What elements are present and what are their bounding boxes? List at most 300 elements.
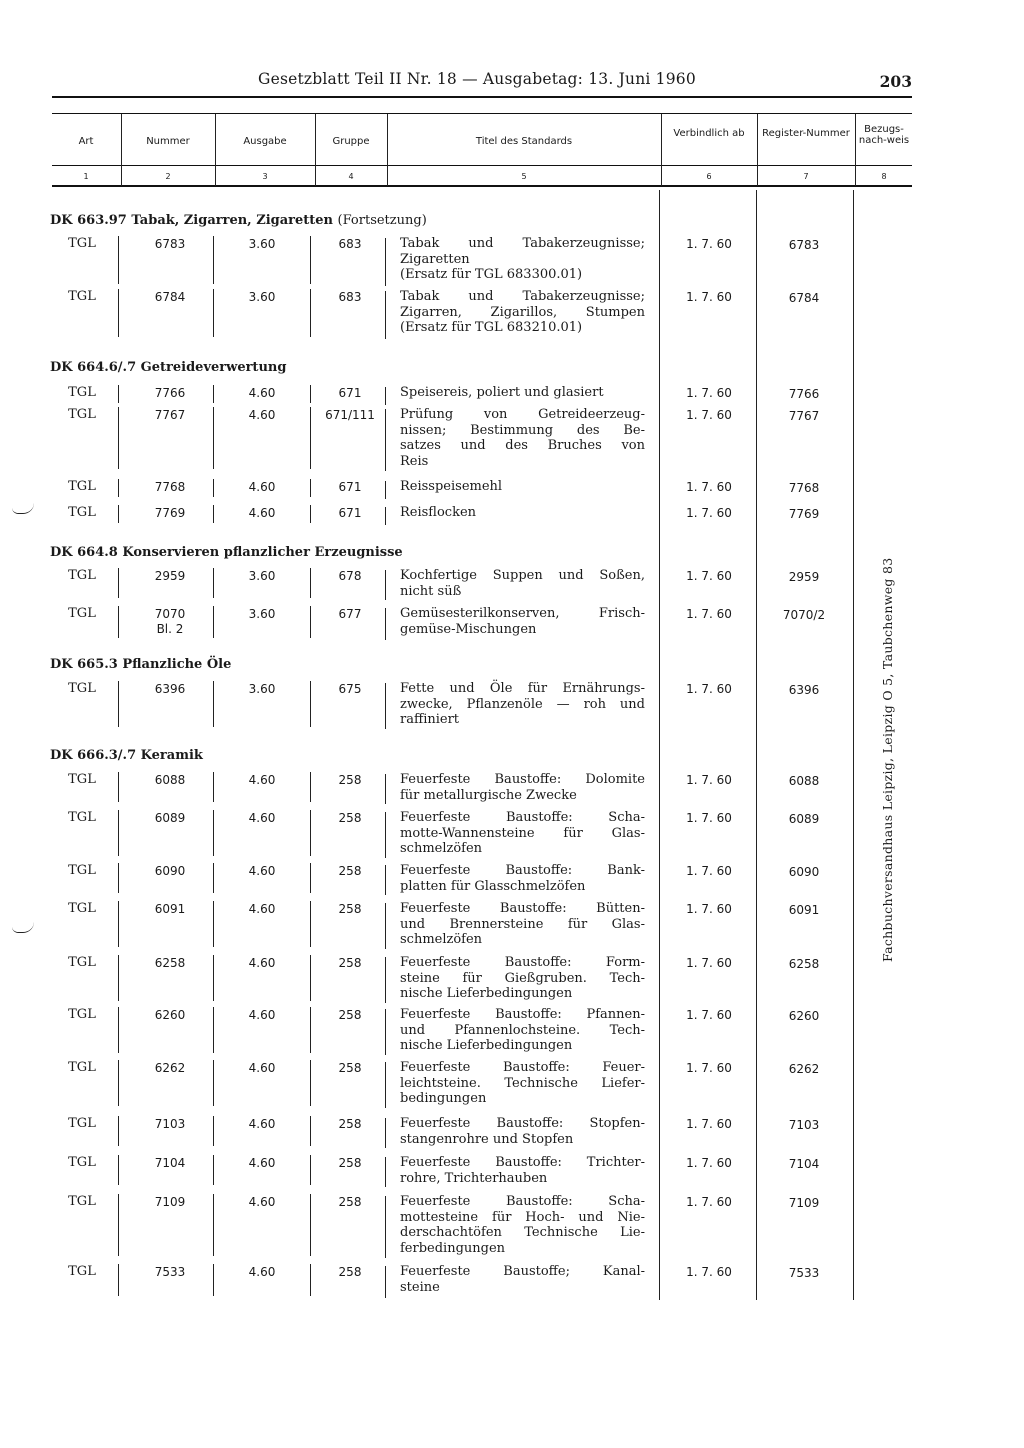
row-divider [213, 810, 214, 856]
cell-titel [400, 385, 645, 401]
titel-line: Reisflocken [400, 505, 477, 520]
column-number-register-nummer: 7 [803, 172, 809, 181]
cell-register-nummer: 7768 [788, 481, 820, 495]
row-divider [118, 385, 119, 403]
cell-verbindlich-ab: 1. 7. 60 [686, 506, 732, 520]
cell-art: TGL [68, 505, 96, 520]
cell-nummer: 7109 [154, 1195, 186, 1209]
cell-nummer: 6396 [154, 682, 186, 696]
cell-register-nummer: 6783 [788, 238, 820, 252]
cell-gruppe: 258 [338, 1265, 362, 1279]
cell-titel [400, 479, 645, 495]
cell-nummer: 6262 [154, 1061, 186, 1075]
row-divider [213, 1007, 214, 1053]
row-divider [310, 1194, 311, 1256]
cell-nummer: 6090 [154, 864, 186, 878]
row-divider [213, 568, 214, 598]
cell-register-nummer: 6258 [788, 957, 820, 971]
cell-verbindlich-ab: 1. 7. 60 [686, 1156, 732, 1170]
section-heading [50, 360, 286, 375]
titel-line: satzes und des Bruches von [400, 438, 645, 453]
row-divider [213, 407, 214, 469]
cell-art: TGL [68, 289, 96, 304]
titel-line: Fette und Öle für Ernährungs- [400, 681, 645, 696]
cell-ausgabe: 4.60 [248, 811, 276, 825]
titel-line: Feuerfeste Baustoffe: Scha- [400, 810, 645, 825]
header-rule [52, 96, 912, 98]
cell-nummer: 6260 [154, 1008, 186, 1022]
column-number-rule [52, 185, 912, 187]
cell-titel [400, 568, 645, 599]
cell-gruppe: 258 [338, 811, 362, 825]
titel-line: steine für Gießgruben. Tech- [400, 970, 645, 986]
cell-gruppe: 258 [338, 956, 362, 970]
cell-nummer: 2959 [154, 569, 186, 583]
cell-verbindlich-ab: 1. 7. 60 [686, 682, 732, 696]
row-divider [385, 683, 386, 729]
titel-line: platten für Glasschmelzöfen [400, 878, 586, 894]
titel-line: und Brennersteine für Glas- [400, 916, 645, 932]
cell-art: TGL [68, 955, 96, 970]
titel-line: für metallurgische Zwecke [400, 787, 577, 803]
titel-line: Reisspeisemehl [400, 479, 503, 494]
cell-nummer: 6091 [154, 902, 186, 916]
row-divider [310, 505, 311, 523]
cell-ausgabe: 4.60 [248, 1265, 276, 1279]
cell-ausgabe: 3.60 [248, 569, 276, 583]
titel-line: nissen; Bestimmung des Be- [400, 422, 645, 438]
column-header-titel: Titel des Standards [475, 136, 573, 147]
row-divider [118, 1264, 119, 1296]
row-divider [385, 608, 386, 640]
titel-line: raffiniert [400, 712, 460, 727]
row-divider [213, 901, 214, 947]
cell-nummer: 7769 [154, 506, 186, 520]
cell-ausgabe: 3.60 [248, 237, 276, 251]
row-divider [385, 1118, 386, 1148]
row-divider [213, 1194, 214, 1256]
cell-nummer: 7768 [154, 480, 186, 494]
row-divider [118, 955, 119, 1001]
section-heading [50, 657, 231, 672]
header-column-divider [121, 114, 122, 186]
cell-nummer: 6258 [154, 956, 186, 970]
section-heading [50, 748, 203, 763]
row-divider [385, 1157, 386, 1187]
cell-verbindlich-ab: 1. 7. 60 [686, 1061, 732, 1075]
cell-verbindlich-ab: 1. 7. 60 [686, 1265, 732, 1279]
column-header-rule [52, 165, 912, 166]
cell-gruppe: 258 [338, 773, 362, 787]
cell-ausgabe: 4.60 [248, 956, 276, 970]
row-divider [310, 479, 311, 497]
cell-verbindlich-ab: 1. 7. 60 [686, 569, 732, 583]
row-divider [385, 570, 386, 600]
cell-verbindlich-ab: 1. 7. 60 [686, 607, 732, 621]
cell-register-nummer: 6088 [788, 774, 820, 788]
cell-nummer: 7767 [154, 408, 186, 422]
row-divider [213, 1116, 214, 1146]
row-divider [213, 505, 214, 523]
cell-verbindlich-ab: 1. 7. 60 [686, 956, 732, 970]
column-divider-verbindlich [659, 190, 660, 1300]
cell-verbindlich-ab: 1. 7. 60 [686, 408, 732, 422]
row-divider [213, 955, 214, 1001]
titel-line: bedingungen [400, 1091, 487, 1106]
column-header-art: Art [78, 136, 94, 147]
titel-line: Gemüsesterilkonserven, Frisch- [400, 606, 645, 621]
row-divider [310, 772, 311, 802]
cell-ausgabe: 4.60 [248, 386, 276, 400]
cell-titel [400, 955, 645, 1002]
cell-titel [400, 407, 645, 469]
cell-register-nummer: 7104 [788, 1157, 820, 1171]
cell-register-nummer: 7767 [788, 409, 820, 423]
cell-titel [400, 606, 645, 637]
row-divider [310, 289, 311, 337]
row-divider [118, 289, 119, 337]
cell-gruppe: 683 [338, 237, 362, 251]
titel-line: Zigaretten [400, 251, 470, 267]
cell-register-nummer: 6089 [788, 812, 820, 826]
row-divider [310, 681, 311, 727]
row-divider [310, 606, 311, 638]
cell-ausgabe: 4.60 [248, 1156, 276, 1170]
cell-register-nummer: 7533 [788, 1266, 820, 1280]
column-divider-register [756, 190, 757, 1300]
cell-titel [400, 236, 645, 283]
cell-art: TGL [68, 1264, 96, 1279]
column-number-nummer: 2 [165, 172, 171, 181]
header-column-divider [757, 114, 758, 186]
cell-gruppe: 671 [338, 480, 362, 494]
titel-line: zwecke, Pflanzenöle — roh und [400, 696, 645, 712]
cell-nummer-blatt: Bl. 2 [156, 622, 184, 636]
column-number-ausgabe: 3 [262, 172, 268, 181]
cell-ausgabe: 4.60 [248, 1195, 276, 1209]
section-heading [50, 545, 403, 560]
titel-line: Kochfertige Suppen und Soßen, [400, 568, 645, 583]
column-number-bezugsnachweis: 8 [881, 172, 887, 181]
cell-titel [400, 289, 645, 336]
titel-line: Feuerfeste Baustoffe: Dolomite [400, 772, 645, 787]
cell-ausgabe: 4.60 [248, 1117, 276, 1131]
titel-line: Tabak und Tabakerzeugnisse; [400, 289, 645, 304]
cell-register-nummer: 7070/2 [782, 608, 826, 622]
cell-art: TGL [68, 810, 96, 825]
cell-register-nummer: 6091 [788, 903, 820, 917]
cell-register-nummer: 6784 [788, 291, 820, 305]
row-divider [385, 957, 386, 1003]
titel-line: steine [400, 1279, 440, 1295]
titel-line: schmelzöfen [400, 932, 483, 947]
row-divider [213, 1060, 214, 1106]
titel-line: (Ersatz für TGL 683300.01) [400, 267, 583, 282]
row-divider [118, 1155, 119, 1185]
column-header-ausgabe: Ausgabe [243, 136, 287, 147]
cell-titel [400, 1116, 645, 1147]
cell-nummer: 6783 [154, 237, 186, 251]
row-divider [310, 1007, 311, 1053]
cell-nummer: 7533 [154, 1265, 186, 1279]
cell-gruppe: 258 [338, 1195, 362, 1209]
row-divider [118, 772, 119, 802]
cell-titel [400, 1155, 645, 1186]
titel-line: Zigarren, Zigarillos, Stumpen [400, 304, 645, 320]
header-column-divider [387, 114, 388, 186]
cell-verbindlich-ab: 1. 7. 60 [686, 773, 732, 787]
cell-art: TGL [68, 1155, 96, 1170]
row-divider [118, 1060, 119, 1106]
cell-gruppe: 677 [338, 607, 362, 621]
cell-titel [400, 810, 645, 857]
titel-line: nische Lieferbedingungen [400, 986, 573, 1001]
header-column-divider [855, 114, 856, 186]
row-divider [385, 481, 386, 499]
row-divider [118, 407, 119, 469]
row-divider [385, 865, 386, 895]
row-divider [385, 387, 386, 405]
cell-verbindlich-ab: 1. 7. 60 [686, 386, 732, 400]
cell-art: TGL [68, 1060, 96, 1075]
column-header-nummer: Nummer [146, 136, 190, 147]
cell-art: TGL [68, 606, 96, 621]
titel-line: Speisereis, poliert und glasiert [400, 385, 604, 400]
cell-verbindlich-ab: 1. 7. 60 [686, 864, 732, 878]
cell-ausgabe: 4.60 [248, 902, 276, 916]
cell-verbindlich-ab: 1. 7. 60 [686, 480, 732, 494]
cell-titel [400, 1007, 645, 1054]
column-header-verbindlich-ab: Verbindlich ab [673, 128, 745, 139]
row-divider [310, 407, 311, 469]
cell-verbindlich-ab: 1. 7. 60 [686, 290, 732, 304]
cell-nummer: 6088 [154, 773, 186, 787]
titel-line: Tabak und Tabakerzeugnisse; [400, 236, 645, 251]
cell-ausgabe: 3.60 [248, 607, 276, 621]
row-divider [310, 1116, 311, 1146]
cell-verbindlich-ab: 1. 7. 60 [686, 811, 732, 825]
cell-nummer: 7104 [154, 1156, 186, 1170]
gazette-title: Gesetzblatt Teil II Nr. 18 — Ausgabetag: 13. Juni 1960 [258, 70, 696, 88]
row-divider [118, 863, 119, 893]
cell-art: TGL [68, 681, 96, 696]
section-title: DK 663.97 Tabak, Zigarren, Zigaretten [50, 213, 334, 228]
cell-art: TGL [68, 407, 96, 422]
titel-line: und Pfannenlochsteine. Tech- [400, 1022, 645, 1038]
header-column-divider [661, 114, 662, 186]
cell-gruppe: 258 [338, 1117, 362, 1131]
cell-register-nummer: 7109 [788, 1196, 820, 1210]
cell-art: TGL [68, 901, 96, 916]
cell-gruppe: 683 [338, 290, 362, 304]
cell-ausgabe: 4.60 [248, 506, 276, 520]
titel-line: Feuerfeste Baustoffe: Bank- [400, 863, 645, 878]
titel-line: ferbedingungen [400, 1240, 506, 1256]
cell-gruppe: 671 [338, 506, 362, 520]
cell-verbindlich-ab: 1. 7. 60 [686, 237, 732, 251]
cell-verbindlich-ab: 1. 7. 60 [686, 1008, 732, 1022]
column-header-register-nummer: Register-Nummer [762, 128, 850, 139]
row-divider [385, 1196, 386, 1258]
cell-nummer: 7766 [154, 386, 186, 400]
cell-ausgabe: 4.60 [248, 1008, 276, 1022]
pencil-check-mark [12, 922, 34, 933]
titel-line: motte-Wannensteine für Glas- [400, 825, 645, 841]
row-divider [213, 236, 214, 284]
publisher-sidebar-text: Fachbuchversandhaus Leipzig, Leipzig O 5, Taubchenweg 83 [880, 557, 895, 962]
titel-line: (Ersatz für TGL 683210.01) [400, 320, 583, 335]
section-title: DK 665.3 Pflanzliche Öle [50, 657, 232, 672]
row-divider [118, 1194, 119, 1256]
cell-art: TGL [68, 863, 96, 878]
cell-titel [400, 772, 645, 803]
table-top-rule [52, 113, 912, 114]
cell-art: TGL [68, 568, 96, 583]
titel-line: derschachtöfen Technische Lie- [400, 1225, 645, 1240]
cell-ausgabe: 4.60 [248, 773, 276, 787]
titel-line: Feuerfeste Baustoffe: Form- [400, 955, 645, 970]
row-divider [118, 1007, 119, 1053]
titel-line: Feuerfeste Baustoffe: Feuer- [400, 1060, 645, 1075]
section-title: DK 664.8 Konservieren pflanzlicher Erzeugnisse [50, 545, 403, 560]
titel-line: Feuerfeste Baustoffe: Trichter- [400, 1155, 645, 1170]
cell-verbindlich-ab: 1. 7. 60 [686, 902, 732, 916]
row-divider [213, 289, 214, 337]
cell-nummer: 7103 [154, 1117, 186, 1131]
row-divider [213, 863, 214, 893]
row-divider [213, 1264, 214, 1296]
cell-register-nummer: 6090 [788, 865, 820, 879]
row-divider [385, 291, 386, 339]
cell-titel [400, 681, 645, 728]
row-divider [118, 681, 119, 727]
cell-register-nummer: 2959 [788, 570, 820, 584]
column-number-gruppe: 4 [348, 172, 354, 181]
section-title: DK 664.6/.7 Getreideverwertung [50, 360, 287, 375]
cell-art: TGL [68, 479, 96, 494]
row-divider [385, 774, 386, 804]
row-divider [310, 1155, 311, 1185]
row-divider [213, 1155, 214, 1185]
row-divider [118, 505, 119, 523]
cell-gruppe: 258 [338, 1008, 362, 1022]
row-divider [310, 1264, 311, 1296]
cell-register-nummer: 7769 [788, 507, 820, 521]
row-divider [385, 903, 386, 949]
page-number: 203 [879, 72, 912, 91]
cell-gruppe: 671/111 [325, 408, 375, 422]
cell-titel [400, 1264, 645, 1295]
column-number-verbindlich-ab: 6 [706, 172, 712, 181]
column-header-bezugsnachweis: Bezugs-nach-weis [858, 124, 910, 146]
cell-gruppe: 258 [338, 1061, 362, 1075]
row-divider [310, 863, 311, 893]
row-divider [385, 238, 386, 286]
row-divider [213, 479, 214, 497]
cell-gruppe: 678 [338, 569, 362, 583]
cell-nummer: 6784 [154, 290, 186, 304]
titel-line: leichtsteine. Technische Liefer- [400, 1075, 645, 1091]
cell-gruppe: 258 [338, 864, 362, 878]
cell-art: TGL [68, 385, 96, 400]
cell-register-nummer: 7766 [788, 387, 820, 401]
row-divider [118, 479, 119, 497]
cell-art: TGL [68, 236, 96, 251]
cell-titel [400, 505, 645, 521]
row-divider [310, 385, 311, 403]
cell-ausgabe: 4.60 [248, 480, 276, 494]
row-divider [385, 1266, 386, 1298]
cell-titel [400, 1060, 645, 1107]
column-number-titel: 5 [521, 172, 527, 181]
titel-line: Feuerfeste Baustoffe: Pfannen- [400, 1007, 645, 1022]
page-header [52, 70, 912, 96]
row-divider [310, 810, 311, 856]
row-divider [118, 236, 119, 284]
row-divider [118, 1116, 119, 1146]
titel-line: Prüfung von Getreideerzeug- [400, 407, 645, 422]
cell-nummer: 7070 [154, 607, 186, 621]
cell-gruppe: 258 [338, 902, 362, 916]
row-divider [213, 606, 214, 638]
section-title: DK 666.3/.7 Keramik [50, 748, 203, 763]
titel-line: Feuerfeste Baustoffe: Scha- [400, 1194, 645, 1209]
cell-ausgabe: 4.60 [248, 864, 276, 878]
row-divider [310, 955, 311, 1001]
row-divider [118, 901, 119, 947]
row-divider [118, 810, 119, 856]
cell-titel [400, 863, 645, 894]
cell-ausgabe: 3.60 [248, 682, 276, 696]
titel-line: stangenrohre und Stopfen [400, 1131, 574, 1147]
titel-line: nische Lieferbedingungen [400, 1038, 573, 1053]
column-divider-bezug [853, 190, 854, 1300]
header-column-divider [315, 114, 316, 186]
column-number-art: 1 [83, 172, 89, 181]
row-divider [213, 772, 214, 802]
titel-line: schmelzöfen [400, 841, 483, 856]
row-divider [118, 606, 119, 638]
row-divider [385, 1062, 386, 1108]
cell-ausgabe: 4.60 [248, 1061, 276, 1075]
section-continuation-note: (Fortsetzung) [337, 213, 427, 228]
cell-art: TGL [68, 1194, 96, 1209]
cell-art: TGL [68, 772, 96, 787]
row-divider [310, 901, 311, 947]
titel-line: Feuerfeste Baustoffe; Kanal- [400, 1264, 645, 1279]
titel-line: Reis [400, 453, 429, 469]
cell-titel [400, 1194, 645, 1256]
row-divider [310, 1060, 311, 1106]
titel-line: Feuerfeste Baustoffe: Stopfen- [400, 1116, 645, 1131]
row-divider [310, 568, 311, 598]
row-divider [385, 409, 386, 471]
cell-verbindlich-ab: 1. 7. 60 [686, 1195, 732, 1209]
column-header-gruppe: Gruppe [332, 136, 370, 147]
cell-ausgabe: 3.60 [248, 290, 276, 304]
cell-ausgabe: 4.60 [248, 408, 276, 422]
cell-register-nummer: 7103 [788, 1118, 820, 1132]
row-divider [213, 681, 214, 727]
row-divider [385, 507, 386, 525]
row-divider [310, 236, 311, 284]
cell-gruppe: 675 [338, 682, 362, 696]
titel-line: mottesteine für Hoch- und Nie- [400, 1209, 645, 1225]
header-column-divider [215, 114, 216, 186]
titel-line: gemüse-Mischungen [400, 621, 537, 637]
cell-gruppe: 258 [338, 1156, 362, 1170]
row-divider [385, 812, 386, 858]
